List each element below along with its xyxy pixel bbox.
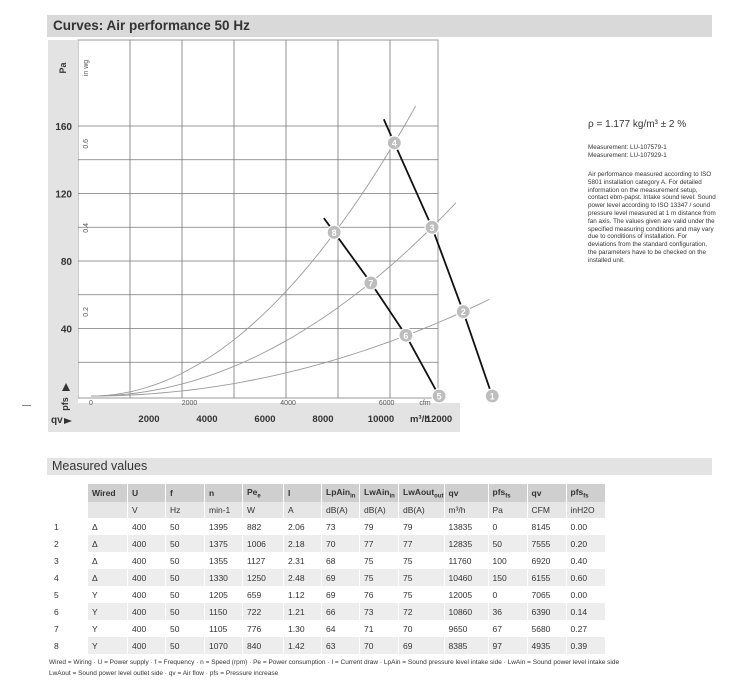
header-cell (243, 484, 283, 502)
operating-point-label: 6 (403, 330, 409, 341)
table-cell: 0.14 (567, 603, 605, 620)
table-cell: 400 (128, 620, 165, 637)
table-cell: 659 (243, 586, 283, 603)
header-subscript: fs (583, 493, 589, 500)
unit-cell (88, 502, 127, 518)
y-unit-secondary: in wg (83, 59, 90, 77)
table-row (50, 518, 605, 535)
header-text: LwAout (403, 486, 435, 497)
table-cell: 69 (322, 586, 359, 603)
table-cell: 10860 (445, 603, 488, 620)
table-cell: 66 (322, 603, 359, 620)
table-cell: 8385 (445, 637, 488, 654)
header-text: LwAin (364, 486, 390, 497)
row-number-cell: 2 (54, 538, 59, 549)
section-header (47, 15, 712, 37)
unit-cell: Pa (489, 502, 527, 518)
table-cell: 1.21 (284, 603, 321, 620)
table-cell: Y (88, 586, 127, 603)
legend-line-1: Wired = Wiring · U = Power supply · f = Frequency · n = Speed (rpm) · Pe = Power consumption · I = Current draw · LpAin = Sound pressure level intake side · LwAin = Sound power level intake side (49, 659, 620, 666)
table-legend (49, 657, 709, 679)
x-tick-label: 8000 (312, 414, 334, 425)
table-cell: 2.06 (284, 518, 321, 535)
air-performance-chart (0, 40, 495, 432)
table-cell: 6920 (528, 552, 566, 569)
header-cell (567, 484, 605, 502)
table-cell: 2.18 (284, 535, 321, 552)
table-cell: 12835 (445, 535, 488, 552)
header-cell: qv (445, 484, 488, 502)
operating-point-label: 5 (436, 391, 442, 402)
unit-cell: A (284, 502, 321, 518)
table-cell: 9650 (445, 620, 488, 637)
table-cell: 1.30 (284, 620, 321, 637)
table-cell: 400 (128, 603, 165, 620)
table-cell: 2.31 (284, 552, 321, 569)
table-cell: 50 (166, 569, 204, 586)
table-cell: 0.40 (567, 552, 605, 569)
table-cell: 97 (489, 637, 527, 654)
table-cell: 75 (399, 586, 444, 603)
table-cell: 840 (243, 637, 283, 654)
table-row (50, 552, 605, 569)
table-cell: Y (88, 603, 127, 620)
table-cell: 7065 (528, 586, 566, 603)
y-tick-label-secondary: 0.4 (83, 222, 90, 233)
operating-point-label: 2 (460, 307, 466, 318)
table-cell: 63 (322, 637, 359, 654)
table-cell: 70 (322, 535, 359, 552)
measurement-ids (588, 144, 667, 160)
table-cell: 75 (399, 552, 444, 569)
table-cell: 50 (166, 518, 204, 535)
table-cell: 1205 (205, 586, 242, 603)
table-cell: 1250 (243, 569, 283, 586)
table-cell: 776 (243, 620, 283, 637)
table-cell: Δ (88, 518, 127, 535)
row-number-cell: 1 (54, 521, 59, 532)
table-cell: 10460 (445, 569, 488, 586)
table-cell: 2.48 (284, 569, 321, 586)
header-subscript: e (257, 493, 261, 500)
measurement-notes: Air performance measured according to ISO 5801 installation category A. For detailed information on the measurement setup, contact ebm-papst. Intake sound level: Sound power level according to ISO 13347 / sound pressure level measured at 1 m distance from fan axis. The values given are valid under the specified measuring conditions and may vary due to conditions of installation. For deviations from the standard configuration, the parameters have to be checked on the installed unit. (588, 171, 716, 264)
table-cell: 69 (399, 637, 444, 654)
table-cell: 50 (166, 637, 204, 654)
table-cell: 1375 (205, 535, 242, 552)
header-subscript: fs (505, 493, 511, 500)
table-cell: 79 (360, 518, 398, 535)
table-cell: Y (88, 637, 127, 654)
table-row (50, 569, 605, 586)
x-unit-primary: m³/h (409, 414, 431, 425)
row-number-cell: 8 (54, 640, 59, 651)
table-cell: 77 (399, 535, 444, 552)
table-cell: 400 (128, 586, 165, 603)
table-cell: 0.60 (567, 569, 605, 586)
table-row (50, 637, 605, 654)
x-tick-label: 2000 (138, 414, 160, 425)
table-cell: 0.00 (567, 586, 605, 603)
table-cell: 1.12 (284, 586, 321, 603)
table-cell: 1.42 (284, 637, 321, 654)
y-tick-label: 40 (60, 324, 72, 336)
section-title: Curves: Air performance 50 Hz (53, 18, 250, 33)
table-row (50, 535, 605, 552)
header-subscript: in (350, 493, 356, 500)
header-cell-empty (50, 484, 87, 502)
table-cell: 7555 (528, 535, 566, 552)
x-tick-label-secondary: 2000 (181, 400, 198, 407)
table-cell: 1105 (205, 620, 242, 637)
table-cell: 36 (489, 603, 527, 620)
unit-cell: CFM (528, 502, 566, 518)
table-cell: 0.20 (567, 535, 605, 552)
header-text: LpAin (326, 486, 351, 497)
header-cell: qv (528, 484, 566, 502)
unit-cell-empty (50, 502, 87, 518)
x-tick-label: 10000 (367, 414, 395, 425)
table-cell: 882 (243, 518, 283, 535)
table-cell: 67 (489, 620, 527, 637)
header-cell: f (166, 484, 204, 502)
measured-values-title: Measured values (52, 459, 148, 473)
table-cell: 100 (489, 552, 527, 569)
y-tick-label-secondary: 0.6 (83, 138, 90, 149)
table-cell: 1006 (243, 535, 283, 552)
table-row (50, 603, 605, 620)
table-row (50, 586, 605, 603)
header-text: Pe (247, 486, 258, 497)
table-cell: 68 (322, 552, 359, 569)
y-unit-primary: Pa (58, 62, 68, 74)
table-cell: 75 (360, 552, 398, 569)
y-axis-strip (48, 40, 78, 432)
table-cell: 72 (399, 603, 444, 620)
table-cell: 1395 (205, 518, 242, 535)
measurement-id-1: Measurement: LU-107579-1 (588, 144, 667, 151)
table-cell: 69 (322, 569, 359, 586)
table-cell: 0.00 (567, 518, 605, 535)
unit-cell: Hz (166, 502, 204, 518)
table-cell: 73 (322, 518, 359, 535)
table-cell: 73 (360, 603, 398, 620)
unit-cell: dB(A) (322, 502, 359, 518)
table-cell: 0.27 (567, 620, 605, 637)
table-cell: 1127 (243, 552, 283, 569)
unit-cell: dB(A) (360, 502, 398, 518)
table-cell: 64 (322, 620, 359, 637)
x-axis-label: qv (51, 415, 63, 426)
table-cell: 8145 (528, 518, 566, 535)
operating-point-label: 7 (368, 278, 374, 289)
row-number-cell: 6 (54, 606, 59, 617)
header-subscript: in (389, 493, 395, 500)
table-cell: 12005 (445, 586, 488, 603)
x-unit-secondary: cfm (419, 400, 431, 407)
table-cell: 71 (360, 620, 398, 637)
unit-cell: W (243, 502, 283, 518)
unit-cell: inH2O (567, 502, 605, 518)
table-cell: 11760 (445, 552, 488, 569)
measured-values-table (49, 484, 606, 654)
table-cell: 75 (399, 569, 444, 586)
header-row (50, 484, 605, 502)
x-tick-label-secondary: 4000 (280, 400, 296, 407)
header-cell: I (284, 484, 321, 502)
y-tick-label-secondary: 0.2 (83, 307, 90, 317)
table-cell: 70 (360, 637, 398, 654)
table-cell: 75 (360, 569, 398, 586)
x-tick-label: 4000 (196, 414, 218, 425)
x-tick-label: 12000 (425, 414, 453, 425)
table-cell: 400 (128, 552, 165, 569)
measurement-id-2: Measurement: LU-107929-1 (588, 152, 667, 159)
table-cell: 722 (243, 603, 283, 620)
table-cell: 70 (399, 620, 444, 637)
table-cell: 1070 (205, 637, 242, 654)
header-text: pfs (570, 486, 584, 497)
unit-cell: dB(A) (399, 502, 444, 518)
density-note: ρ = 1.177 kg/m³ ± 2 % (588, 119, 687, 130)
table-cell: 5680 (528, 620, 566, 637)
y-tick-label: 120 (55, 189, 72, 201)
table-cell: 400 (128, 637, 165, 654)
unit-cell: m³/h (445, 502, 488, 518)
table-cell: 50 (489, 535, 527, 552)
table-cell: 50 (166, 603, 204, 620)
unit-cell: min-1 (205, 502, 242, 518)
header-cell: Wired (88, 484, 127, 502)
row-number-cell: 3 (54, 555, 59, 566)
table-cell: 13835 (445, 518, 488, 535)
table-cell: 0 (489, 586, 527, 603)
table-cell: Δ (88, 569, 127, 586)
header-cell (322, 484, 359, 502)
table-cell: 4935 (528, 637, 566, 654)
plot-area (78, 40, 438, 398)
operating-point-label: 8 (331, 227, 337, 238)
table-cell: Y (88, 620, 127, 637)
header-text: pfs (492, 486, 506, 497)
table-cell: 6155 (528, 569, 566, 586)
table-cell: 400 (128, 569, 165, 586)
table-cell: 0 (489, 518, 527, 535)
table-cell: 400 (128, 535, 165, 552)
y-tick-label: 160 (55, 122, 72, 133)
table-cell: 50 (166, 620, 204, 637)
table-cell: 77 (360, 535, 398, 552)
table-cell: 1355 (205, 552, 242, 569)
table-cell: 0.39 (567, 637, 605, 654)
operating-point-label: 3 (429, 222, 435, 233)
operating-point-label: 4 (391, 138, 397, 149)
legend-line-2: LwAout = Sound power level outlet side · qv = Air flow · pfs = Pressure increase (49, 670, 279, 677)
row-number-cell: 5 (54, 589, 59, 600)
unit-cell: V (128, 502, 165, 518)
table-cell: Δ (88, 552, 127, 569)
margin-dash (22, 405, 31, 406)
table-cell: Δ (88, 535, 127, 552)
row-number-cell: 4 (54, 572, 59, 583)
table-cell: 6390 (528, 603, 566, 620)
measured-values-header (47, 458, 712, 475)
x-tick-label: 6000 (254, 414, 276, 425)
row-number-cell: 7 (54, 623, 59, 634)
table-cell: 400 (128, 518, 165, 535)
table-cell: 76 (360, 586, 398, 603)
table-cell: 150 (489, 569, 527, 586)
header-subscript: out (434, 493, 444, 500)
table-row (50, 620, 605, 637)
x-tick-label-secondary: 0 (89, 400, 93, 407)
table-cell: 79 (399, 518, 444, 535)
x-tick-label-secondary: 6000 (378, 400, 395, 407)
operating-point-label: 1 (489, 391, 495, 402)
table-cell: 1330 (205, 569, 242, 586)
header-cell: n (205, 484, 242, 502)
table-cell: 50 (166, 552, 204, 569)
header-cell (360, 484, 398, 502)
header-cell (399, 484, 444, 502)
table-cell: 50 (166, 586, 204, 603)
header-cell: U (128, 484, 165, 502)
header-cell (489, 484, 527, 502)
y-axis-label: pfs (60, 397, 70, 411)
y-tick-label: 80 (60, 257, 72, 268)
table-cell: 1150 (205, 603, 242, 620)
table-cell: 50 (166, 535, 204, 552)
unit-row (50, 502, 605, 518)
